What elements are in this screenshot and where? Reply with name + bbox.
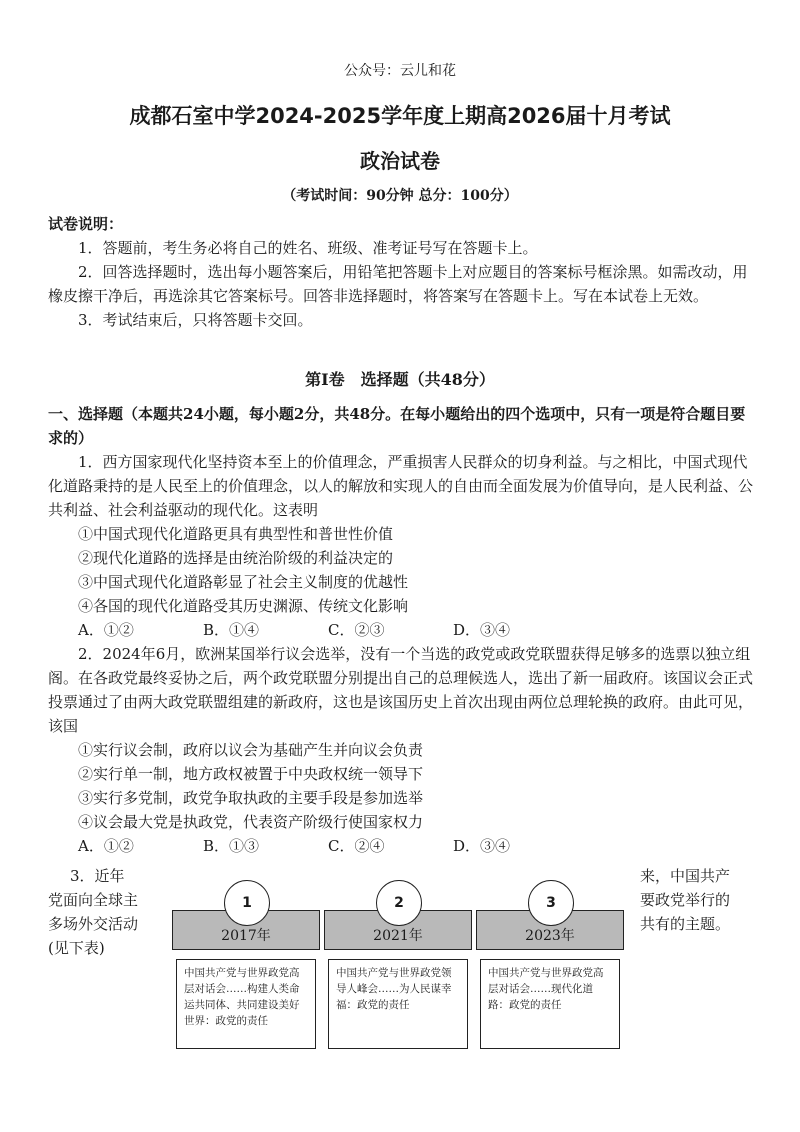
timeline-year: 2023年 — [525, 928, 575, 944]
q3-line: 多场外交活动 — [48, 915, 139, 933]
q1-stem: 1．西方国家现代化坚持资本至上的价值理念，严重损害人民群众的切身利益。与之相比，中国式现代化道路秉持的是人民至上的价值理念，以人的解放和实现人的自由而全面发展为价值导向，是人民利益、公共利益、社会利益驱动的现代化。这表明 — [48, 453, 754, 519]
q3-stem-right — [640, 864, 760, 936]
q1-statement: ③中国式现代化道路彰显了社会主义制度的优越性 — [78, 573, 409, 591]
q1-option-d: D．③④ — [453, 621, 511, 639]
q3-line: 要政党举行的 — [640, 891, 731, 909]
timeline-event-box: 中国共产党与世界政党高层对话会……现代化道路：政党的责任 — [480, 959, 620, 1049]
timeline-number-circle: 2 — [376, 880, 422, 926]
q1-statement: ④各国的现代化道路受其历史渊源、传统文化影响 — [78, 597, 409, 615]
timeline-number-circle: 3 — [528, 880, 574, 926]
q3-timeline-table — [172, 880, 632, 1060]
instructions — [48, 212, 758, 332]
q3-line: 3．近年 — [70, 867, 125, 885]
timeline-year: 2021年 — [373, 928, 423, 944]
q2-option-c: C．②④ — [328, 837, 385, 855]
timeline-event-box: 中国共产党与世界政党高层对话会……构建人类命运共同体、共同建设美好世界：政党的责任 — [176, 959, 316, 1049]
q3-line: 共有的主题。 — [640, 915, 731, 933]
instruction-item: 1．答题前，考生务必将自己的姓名、班级、准考证号写在答题卡上。 — [78, 239, 538, 257]
q2-option-a: A．①② — [78, 837, 134, 855]
exam-info: （考试时间：90分钟 总分：100分） — [282, 188, 518, 204]
q2-statement: ④议会最大党是执政党，代表资产阶级行使国家权力 — [78, 813, 424, 831]
q2-option-b: B．①③ — [203, 837, 260, 855]
q2-statement: ①实行议会制，政府以议会为基础产生并向议会负责 — [78, 741, 424, 759]
q2-option-d: D．③④ — [453, 837, 511, 855]
timeline-year: 2017年 — [221, 928, 271, 944]
q1-option-b: B．①④ — [203, 621, 260, 639]
instruction-item: 3．考试结束后，只将答题卡交回。 — [78, 311, 313, 329]
q2-stem: 2．2024年6月，欧洲某国举行议会选举，没有一个当选的政党或政党联盟获得足够多的选票以独立组阁。在各政党最终妥协之后，两个政党联盟分别提出自己的总理候选人，选出了新一届政府。该国议会正式投票通过了由两大政党联盟组建的新政府，这也是该国历史上首次出现由两位总理轮换的政府。由此可见，该国 — [48, 645, 754, 735]
q2-options — [48, 834, 758, 858]
wechat-watermark: 公众号：云儿和花 — [344, 63, 456, 79]
q1-statement: ①中国式现代化道路更具有典型性和普世性价值 — [78, 525, 394, 543]
q3-line: 党面向全球主 — [48, 891, 139, 909]
exam-title: 成都石室中学2024-2025学年度上期高2026届十月考试 — [129, 104, 671, 128]
q1-statement: ②现代化道路的选择是由统治阶级的利益决定的 — [78, 549, 394, 567]
part-heading: 一、选择题（本题共24小题，每小题2分，共48分。在每小题给出的四个选项中，只有一项是符合题目要求的） — [48, 405, 746, 447]
subject-title: 政治试卷 — [360, 149, 440, 173]
q3-line: 来，中国共产 — [640, 867, 731, 885]
question-block — [48, 402, 758, 858]
timeline-event-box: 中国共产党与世界政党领导人峰会……为人民谋幸福：政党的责任 — [328, 959, 468, 1049]
q3-stem-left — [48, 864, 168, 960]
q1-option-c: C．②③ — [328, 621, 385, 639]
q2-statement: ③实行多党制，政党争取执政的主要手段是参加选举 — [78, 789, 424, 807]
instructions-heading: 试卷说明： — [48, 215, 124, 233]
q2-statement: ②实行单一制，地方政权被置于中央政权统一领导下 — [78, 765, 424, 783]
timeline-number-circle: 1 — [224, 880, 270, 926]
q3-line: (见下表) — [48, 939, 105, 957]
instruction-item: 2．回答选择题时，选出每小题答案后，用铅笔把答题卡上对应题目的答案标号框涂黑。如需改动，用橡皮擦干净后，再选涂其它答案标号。回答非选择题时，将答案写在答题卡上。写在本试卷上无效。 — [48, 263, 748, 305]
q1-options — [48, 618, 758, 642]
q1-option-a: A．①② — [78, 621, 134, 639]
section-title: 第Ⅰ卷 选择题（共48分） — [305, 370, 495, 389]
